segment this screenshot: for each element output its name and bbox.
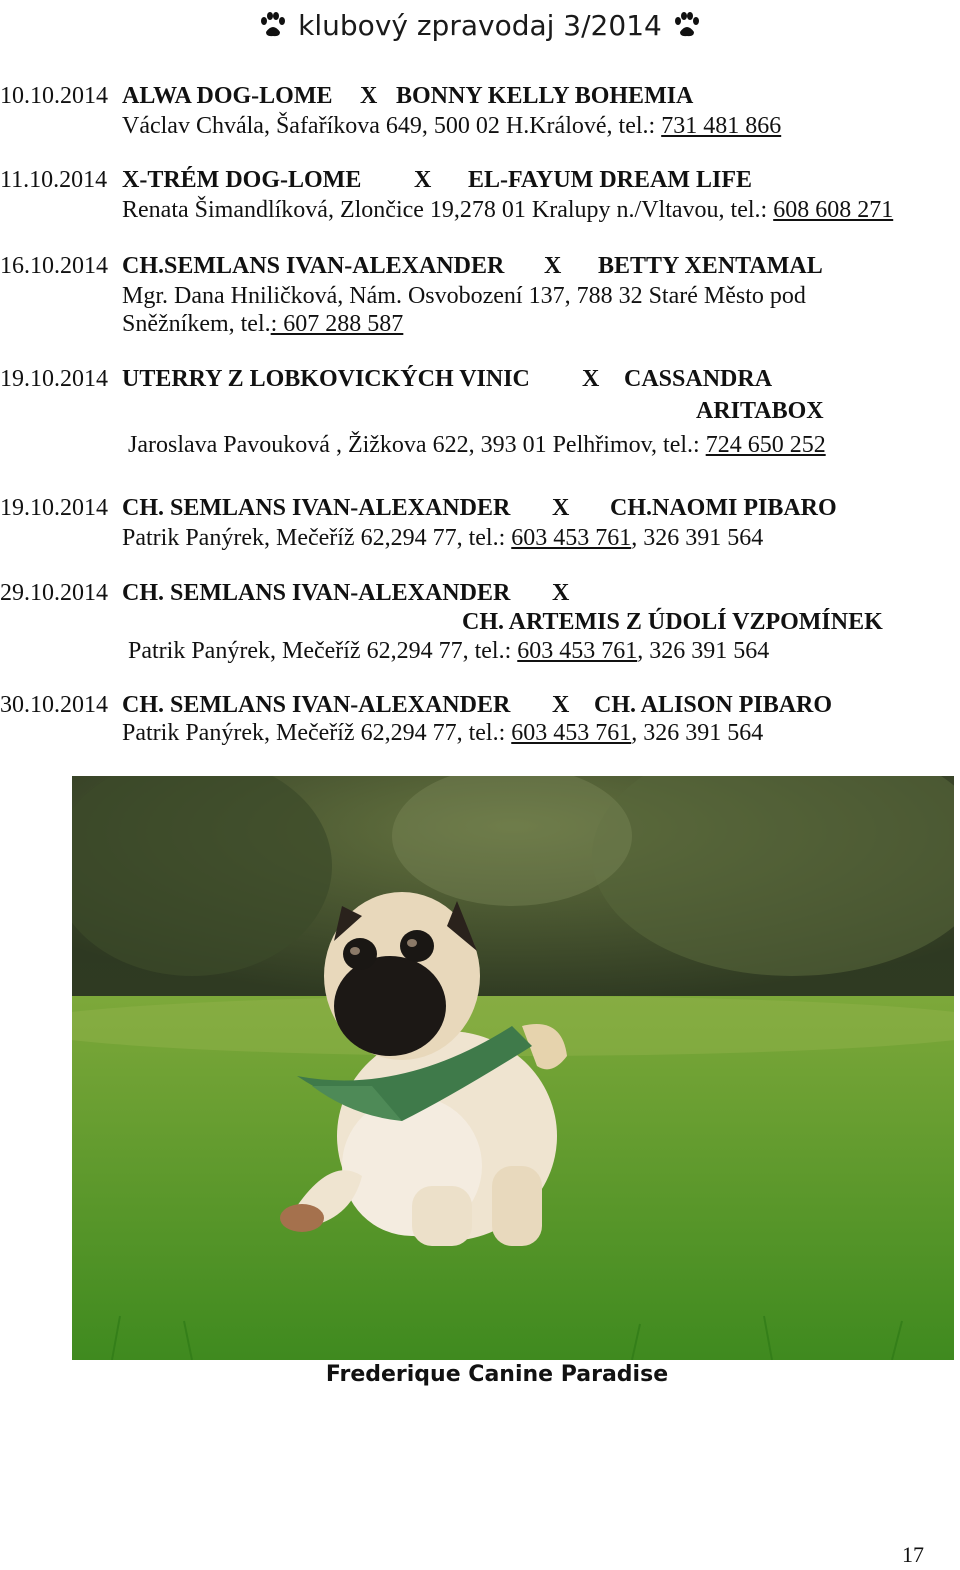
entry-cross-mark: X	[582, 366, 600, 392]
entry-dam: BONNY KELLY BOHEMIA	[396, 83, 694, 109]
entry-breeder-line	[122, 719, 763, 747]
entry-dam: CH. ARTEMIS Z ÚDOLÍ VZPOMÍNEK	[462, 609, 883, 635]
entry-phone-secondary: , 326 391 564	[631, 720, 764, 746]
newsletter-title: klubový zpravodaj 3/2014	[298, 8, 662, 42]
entry-cross-mark: X	[544, 253, 562, 279]
entry-phone: 731 481 866	[661, 113, 782, 139]
entry-address: Jaroslava Pavouková , Žižkova 622, 393 01 Pelhřimov, tel.:	[128, 432, 706, 458]
entry-dam: EL-FAYUM DREAM LIFE	[468, 167, 753, 193]
paw-print-icon	[672, 10, 702, 40]
entry-date: 19.10.2014	[0, 366, 108, 392]
entry-breeder-line	[122, 310, 403, 338]
entry-sire: CH.SEMLANS IVAN-ALEXANDER	[122, 253, 505, 279]
entry-dam: CH. ALISON PIBARO	[594, 692, 833, 718]
entry-dam: CASSANDRA	[624, 366, 773, 392]
entry-date: 19.10.2014	[0, 495, 108, 521]
entry-sire: ALWA DOG-LOME	[122, 83, 333, 109]
entry-phone: : 607 288 587	[270, 311, 404, 337]
entry-date: 10.10.2014	[0, 83, 108, 109]
entry-phone: 724 650 252	[705, 432, 826, 458]
entry-sire: UTERRY Z LOBKOVICKÝCH VINIC	[122, 366, 530, 392]
entry-breeder-line	[122, 112, 781, 140]
paw-print-icon	[258, 10, 288, 40]
entry-sire: CH. SEMLANS IVAN-ALEXANDER	[122, 580, 511, 606]
entry-address: Patrik Panýrek, Mečeříž 62,294 77, tel.:	[128, 638, 518, 664]
photo-caption: Frederique Canine Paradise	[325, 1362, 669, 1387]
entry-sire: CH. SEMLANS IVAN-ALEXANDER	[122, 692, 511, 718]
entry-sire: X-TRÉM DOG-LOME	[122, 167, 362, 193]
entry-date: 30.10.2014	[0, 692, 108, 718]
entry-cross-mark: X	[552, 692, 570, 718]
entry-phone: 603 453 761	[511, 720, 632, 746]
entry-cross-mark: X	[360, 83, 378, 109]
pug-photo	[72, 776, 954, 1360]
entry-cross-mark: X	[414, 167, 432, 193]
entry-sire: CH. SEMLANS IVAN-ALEXANDER	[122, 495, 511, 521]
entry-dam-continued: ARITABOX	[696, 398, 824, 424]
page-number: 17	[902, 1542, 924, 1567]
entry-date: 16.10.2014	[0, 253, 108, 279]
entry-address: Renata Šimandlíková, Zlončice 19,278 01 Kralupy n./Vltavou, tel.:	[122, 197, 774, 223]
entry-breeder-line	[128, 637, 769, 665]
entry-phone-secondary: , 326 391 564	[631, 525, 764, 551]
entry-phone: 603 453 761	[517, 638, 638, 664]
entry-cross-mark: X	[552, 580, 570, 606]
newsletter-header	[0, 2, 960, 48]
entry-phone: 603 453 761	[511, 525, 632, 551]
entry-dam: BETTY XENTAMAL	[598, 253, 823, 279]
entry-date: 11.10.2014	[0, 167, 108, 193]
pug-photo-illustration	[72, 776, 954, 1360]
entry-address: Václav Chvála, Šafaříkova 649, 500 02 H.Králové, tel.:	[122, 113, 662, 139]
entry-breeder-line	[128, 431, 826, 459]
entry-phone: 608 608 271	[773, 197, 894, 223]
entry-dam: CH.NAOMI PIBARO	[610, 495, 837, 521]
entry-address: Patrik Panýrek, Mečeříž 62,294 77, tel.:	[122, 525, 512, 551]
entry-address-continued: Sněžníkem, tel.	[122, 311, 271, 337]
entry-address: Patrik Panýrek, Mečeříž 62,294 77, tel.:	[122, 720, 512, 746]
entry-date: 29.10.2014	[0, 580, 108, 606]
entry-cross-mark: X	[552, 495, 570, 521]
entry-breeder-line	[122, 196, 893, 224]
entry-breeder-line	[122, 524, 763, 552]
entry-address: Mgr. Dana Hniličková, Nám. Osvobození 137, 788 32 Staré Město pod	[122, 283, 806, 309]
entry-phone-secondary: , 326 391 564	[637, 638, 770, 664]
